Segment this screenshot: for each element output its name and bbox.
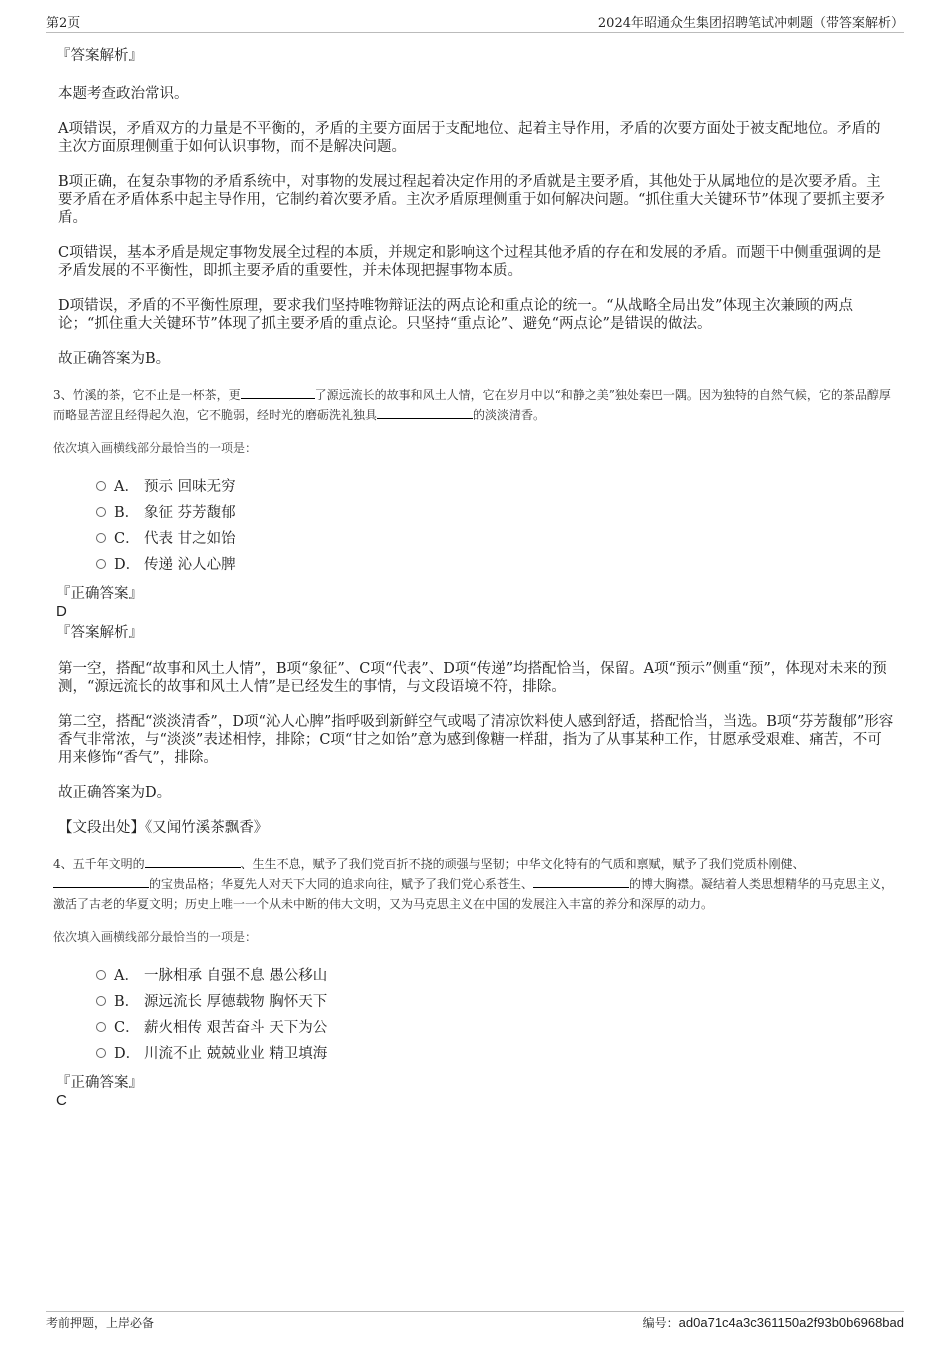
source-citation: 【文段出处】《又闻竹溪茶飘香》 (58, 820, 269, 836)
footer-slogan: 考前押题，上岸必备 (46, 1316, 155, 1330)
radio-icon[interactable] (96, 507, 106, 517)
radio-icon[interactable] (96, 996, 106, 1006)
footer-divider (46, 1311, 904, 1312)
radio-icon[interactable] (96, 559, 106, 569)
radio-icon[interactable] (96, 970, 106, 980)
question-4-instruction: 依次填入画横线部分最恰当的一项是： (53, 930, 258, 944)
option-a[interactable]: A． 预示 回味无穷 (96, 475, 894, 501)
radio-icon[interactable] (96, 481, 106, 491)
option-c[interactable]: C． 薪火相传 艰苦奋斗 天下为公 (96, 1016, 894, 1042)
radio-icon[interactable] (96, 1048, 106, 1058)
question-3-options (96, 475, 894, 579)
correct-answer: D (56, 603, 67, 620)
analysis-paragraph: 第二空，搭配“淡淡清香”，D项“沁人心脾”指呼吸到新鲜空气或喝了清凉饮料使人感到舒适，搭配恰当，当选。B项“芬芳馥郁”形容香气非常浓，与“淡淡”表述相悖，排除；C项“甘之如饴”意为感到像糖一样甜，指为了从事某种工作，甘愿承受艰难、痛苦，不可用来修饰“香气”，排除。 (58, 714, 894, 766)
header-divider (46, 32, 904, 33)
fill-blank (145, 855, 241, 868)
option-b[interactable]: B． 象征 芬芳馥郁 (96, 501, 894, 527)
analysis-label: 『答案解析』 (56, 625, 143, 641)
radio-icon[interactable] (96, 1022, 106, 1032)
analysis-paragraph: A项错误，矛盾双方的力量是不平衡的，矛盾的主要方面居于支配地位、起着主导作用，矛盾的次要方面处于被支配地位。矛盾的主次方面原理侧重于如何认识事物，而不是解决问题。 (58, 121, 881, 155)
question-3-stem: 3、竹溪的茶，它不止是一杯茶，更 了源远流长的故事和风土人情，它在岁月中以“和静之美”独处秦巴一隅。因为独特的自然气候，它的茶品醇厚而略显苦涩且经得起久泡，它不脆弱，经时光的磨砺洗礼独具 的淡淡清香。 (53, 388, 891, 422)
correct-answer-label: 『正确答案』 (56, 1075, 143, 1091)
question-4-options (96, 964, 894, 1068)
analysis-paragraph: C项错误，基本矛盾是规定事物发展全过程的本质，并规定和影响这个过程其他矛盾的存在和发展的矛盾。而题干中侧重强调的是矛盾发展的不平衡性，即抓主要矛盾的重要性，并未体现把握事物本质。 (58, 245, 882, 279)
radio-icon[interactable] (96, 533, 106, 543)
correct-answer: C (56, 1092, 67, 1109)
fill-blank (53, 875, 149, 888)
page-content (53, 46, 894, 1112)
page-header (46, 12, 904, 32)
page-number: 第2页 (46, 16, 81, 31)
option-c[interactable]: C． 代表 甘之如饴 (96, 527, 894, 553)
correct-answer-label: 『正确答案』 (56, 586, 143, 602)
fill-blank (377, 406, 473, 419)
analysis-paragraph: 第一空，搭配“故事和风土人情”，B项“象征”、C项“代表”、D项“传递”均搭配恰当，保留。A项“预示”侧重“预”，体现对未来的预测，“源远流长的故事和风土人情”是已经发生的事情，与文段语境不符，排除。 (58, 661, 887, 695)
analysis-paragraph: B项正确，在复杂事物的矛盾系统中，对事物的发展过程起着决定作用的矛盾就是主要矛盾，其他处于从属地位的是次要矛盾。主要矛盾在矛盾体系中起主导作用，它制约着次要矛盾。主次矛盾原理侧重于如何解决问题。“抓住重大关键环节”体现了要抓主要矛盾。 (58, 174, 885, 226)
analysis-paragraph: 故正确答案为B。 (58, 351, 171, 367)
analysis-paragraph: D项错误，矛盾的不平衡性原理，要求我们坚持唯物辩证法的两点论和重点论的统一。“从战略全局出发”体现主次兼顾的两点论；“抓住重大关键环节”体现了抓主要矛盾的重点论。只坚持“重点论”、避免“两点论”是错误的做法。 (58, 298, 853, 332)
page-footer (46, 1314, 904, 1334)
analysis-paragraph: 本题考查政治常识。 (58, 86, 189, 102)
document-code: 编号：ad0a71c4a3c361150a2f93b0b6968bad (642, 1315, 904, 1330)
analysis-label: 『答案解析』 (56, 48, 143, 64)
question-3-instruction: 依次填入画横线部分最恰当的一项是： (53, 441, 258, 455)
question-4-stem: 4、五千年文明的 、生生不息，赋予了我们党百折不挠的顽强与坚韧；中华文化特有的气质和禀赋，赋予了我们党质朴刚健、的宝贵品格；华夏先人对天下大同的追求向往，赋予了我们党心系苍生、 的博大胸襟。凝结着人类思想精华的马克思主义，激活了古老的华夏文明；历史上唯一一个从未中断的伟大文明，又为马克思主义在中国的发展注入丰富的养分和深厚的动力。 (53, 857, 894, 911)
option-d[interactable]: D． 传递 沁人心脾 (96, 553, 894, 579)
option-b[interactable]: B． 源远流长 厚德载物 胸怀天下 (96, 990, 894, 1016)
analysis-paragraph: 故正确答案为D。 (58, 785, 172, 801)
option-d[interactable]: D． 川流不止 兢兢业业 精卫填海 (96, 1042, 894, 1068)
document-title: 2024年昭通众生集团招聘笔试冲刺题（带答案解析） (597, 16, 904, 31)
option-a[interactable]: A． 一脉相承 自强不息 愚公移山 (96, 964, 894, 990)
fill-blank (241, 386, 315, 399)
fill-blank (533, 875, 629, 888)
